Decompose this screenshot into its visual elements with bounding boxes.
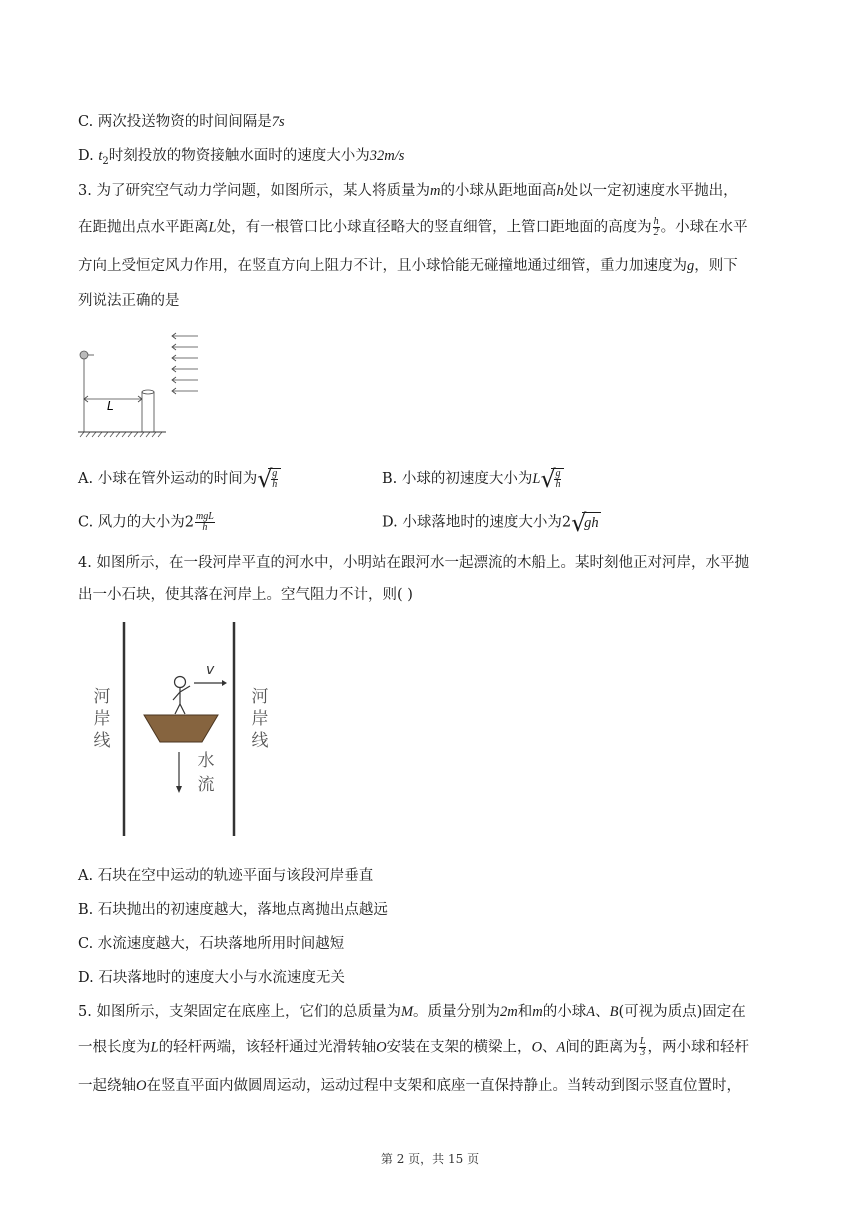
q3-var-L: L [532, 471, 541, 487]
q5-text: (可视为质点)固定在 [618, 1004, 746, 1020]
q4-option-b [78, 900, 388, 920]
q5-text: 、 [542, 1039, 557, 1056]
q4-stem-line2 [78, 585, 413, 605]
q3-var-g: g [687, 258, 695, 274]
fraction-numerator: L [639, 1036, 646, 1047]
q2-option-c [78, 112, 285, 132]
q3-fraction-h-over-2 [653, 217, 660, 238]
right-bank-char: 河 [251, 687, 269, 707]
q5-text: 安装在支架的横梁上， [386, 1039, 532, 1056]
fraction-L-over-3 [639, 1037, 647, 1058]
q5-var-M: M [400, 1004, 414, 1020]
q3-option-c-text: C. 风力的大小为2 [78, 514, 195, 531]
right-bank-char: 线 [251, 731, 269, 751]
q3-text: 处，有一根管口比小球直径略大的竖直细管，上管口距地面的高度为 [216, 219, 652, 236]
q4-option-b-text: B. 石块抛出的初速度越大，落地点离抛出点越远 [78, 902, 388, 918]
q3-text: 处以一定初速度水平抛出， [563, 183, 738, 199]
q5-text: 间的距离为 [565, 1039, 638, 1056]
q5-stem-line1 [78, 1002, 746, 1022]
ball-icon [80, 351, 88, 359]
q4-text: 4. 如图所示，在一段河岸平直的河水中，小明站在跟河水一起漂流的木船上。某时刻他正对河岸，水平抛 [78, 555, 749, 571]
q5-var-A: A [556, 1039, 566, 1056]
q3-text: 列说法正确的是 [78, 293, 180, 309]
q3-stem-line4 [78, 291, 180, 311]
q3-var-L: L [208, 219, 217, 236]
fraction-denominator: 3 [640, 1047, 646, 1058]
q3-option-d-text: D. 小球落地时的速度大小为2 [382, 514, 572, 531]
q5-text: 在竖直平面内做圆周运动，运动过程中支架和底座一直保持静止。当转动到图示竖直位置时， [146, 1078, 741, 1094]
q3-option-b [382, 465, 564, 493]
q3-option-a-text: A. 小球在管外运动的时间为 [78, 471, 258, 487]
q3-stem-line3 [78, 256, 738, 276]
q3-text: 在距抛出点水平距离 [78, 219, 209, 236]
q3-text: 的小球从距地面高 [440, 183, 557, 199]
q4-figure [84, 620, 284, 840]
arrow-down-icon [176, 786, 182, 793]
q2-option-d-prefix: D. [78, 148, 99, 164]
tube-opening [142, 390, 154, 394]
flow-char: 水 [197, 751, 215, 771]
fraction-denominator: h [555, 479, 561, 490]
q3-option-b-text: B. 小球的初速度大小为 [382, 471, 533, 487]
q5-text: 。质量分别为 [413, 1004, 501, 1020]
fraction-denominator: h [272, 479, 278, 490]
left-bank-char: 线 [93, 731, 111, 751]
q2-option-d [78, 146, 404, 172]
q4-option-d-text: D. 石块落地时的速度大小与水流速度无关 [78, 970, 345, 986]
fraction-denominator: h [202, 522, 208, 533]
q5-var-O: O [531, 1039, 543, 1056]
q5-var-O: O [136, 1078, 147, 1094]
arrow-right-icon [222, 680, 227, 686]
q3-figure [74, 328, 214, 440]
person-icon [173, 677, 190, 715]
page-footer: 第 2 页，共 15 页 [380, 1152, 480, 1166]
q5-var-B: B [609, 1004, 619, 1020]
q5-text: 一起绕轴 [78, 1078, 136, 1094]
q5-text: 、 [595, 1004, 610, 1020]
q3-var-m: m [429, 183, 441, 199]
label-L: L [107, 399, 114, 413]
q5-var-A: A [586, 1004, 596, 1020]
fraction-denominator: 2 [653, 227, 659, 238]
q5-var-O: O [376, 1039, 387, 1056]
q5-text: 的小球 [542, 1004, 587, 1020]
q2-option-d-t: t [98, 148, 103, 164]
q4-option-d [78, 968, 345, 988]
q5-text: ，两小球和轻杆 [647, 1039, 749, 1056]
q5-text: 的轻杆两端，该轻杆通过光滑转轴 [158, 1039, 377, 1056]
radicand-gh: gh [582, 512, 601, 533]
right-bank-char: 岸 [251, 709, 269, 729]
q4-option-a-text: A. 石块在空中运动的轨迹平面与该段河岸垂直 [78, 868, 374, 884]
q3-option-c [78, 512, 216, 533]
q4-option-c-text: C. 水流速度越大，石块落地所用时间越短 [78, 936, 345, 952]
left-bank-char: 岸 [93, 709, 111, 729]
q3-text: 3. 为了研究空气动力学问题，如图所示，某人将质量为 [78, 183, 430, 199]
tube [142, 392, 154, 432]
fraction-mgL-over-h [195, 512, 215, 533]
q5-stem-line2 [78, 1037, 749, 1058]
q5-var-L: L [150, 1039, 159, 1056]
fraction-numerator: g [555, 468, 561, 479]
q3-option-a [78, 465, 281, 493]
q3-stem-line1 [78, 181, 738, 201]
velocity-label: v [206, 662, 215, 678]
q3-text: 方向上受恒定风力作用，在竖直方向上阻力不计，且小球恰能无碰撞地通过细管，重力加速度为 [78, 258, 687, 274]
q3-text: ，则下 [694, 258, 738, 274]
sqrt-icon: √ gh [571, 509, 599, 537]
q4-option-a [78, 866, 373, 886]
q2-option-d-value: 32m/s [369, 148, 405, 164]
q5-text: 一根长度为 [78, 1039, 151, 1056]
left-bank-char: 河 [93, 687, 111, 707]
sqrt-icon: √ $\frac{g}{h}$ [257, 468, 281, 490]
sqrt-icon: √ $\frac{g}{h}$ [540, 468, 564, 490]
q2-option-d-text: 时刻投放的物资接触水面时的速度大小为 [108, 148, 370, 164]
flow-char: 流 [197, 775, 215, 795]
q3-option-d [382, 509, 601, 537]
wind-arrows [172, 333, 198, 394]
q5-stem-line3 [78, 1076, 741, 1096]
q2-option-c-value: 7s [271, 114, 285, 130]
q2-option-d-subscript: 2 [102, 155, 109, 167]
q3-var-h: h [556, 183, 564, 199]
q4-option-c [78, 934, 344, 954]
fraction-numerator: mgL [196, 511, 214, 522]
q5-var-2m: 2m [500, 1004, 518, 1020]
q5-text: 和 [517, 1004, 533, 1020]
q4-stem-line1 [78, 553, 749, 573]
fraction-numerator: h [653, 216, 659, 227]
q3-stem-line2 [78, 217, 748, 238]
q5-text: 5. 如图所示，支架固定在底座上，它们的总质量为 [78, 1004, 401, 1020]
q4-text: 出一小石块，使其落在河岸上。空气阻力不计，则( ) [78, 587, 413, 603]
fraction-numerator: g [272, 468, 278, 479]
ground-hatching [80, 432, 162, 437]
q5-var-m: m [532, 1004, 543, 1020]
q2-option-c-text: C. 两次投送物资的时间间隔是 [78, 114, 272, 130]
boat-icon [144, 715, 218, 742]
q3-text: 。小球在水平 [660, 219, 748, 236]
